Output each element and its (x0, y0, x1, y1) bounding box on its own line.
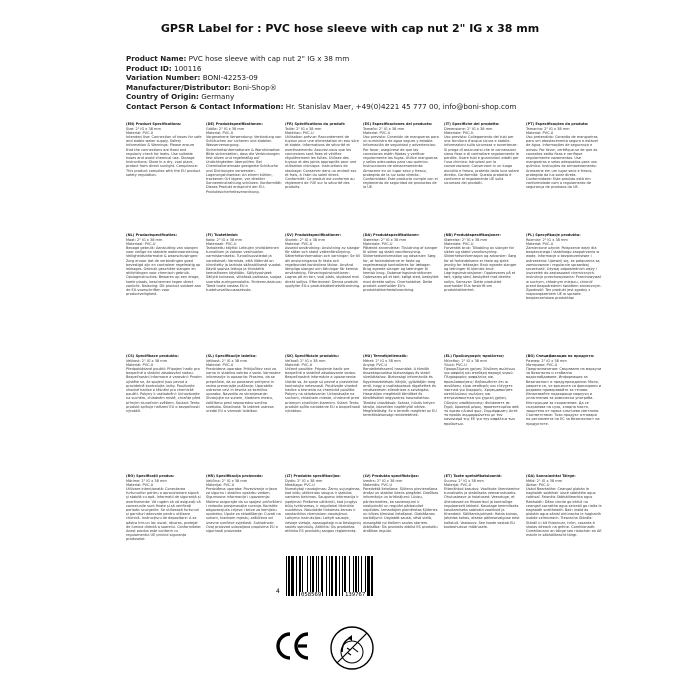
spec-line: Materiale: PVC-U (363, 241, 393, 246)
product-id-row: Product ID: 100116 (126, 63, 202, 73)
spec-line: Størrelse: 2" IG x 38 mm (363, 237, 407, 242)
spec-line: Koko: 2" IG x 38 mm (206, 237, 242, 242)
spec-block (126, 233, 202, 345)
ce-mark-icon (272, 626, 312, 666)
spec-text: Numatytoji naudojimas: Žarnų sujungimas, kad būtų užtikrintas saugus ir stabilus vandens tiekimas. Saugumo informacija ir įspėjimai: Prašome užtikrinti, kad jungtys būtų tvirtinamos, ir reguliariai tikrinkite nuotėkius. Naudokite tinkamas žarnas ir sandariklius cheminiam naudojimui. Laikymo instrukcijos: Laikyti sausoje, vėsioje vietoje, apsaugotoje nuo tiesioginių saulės spindulių. Atitiktis: Šis produktas atitinka ES produktų saugos reglamentą. (285, 487, 361, 534)
spec-line: Storlek: 2" IG x 38 mm (285, 237, 325, 242)
spec-line: Anyag: PVC-U (363, 362, 388, 367)
spec-line: Mărime: 2" IG x 38 mm (126, 478, 167, 483)
spec-heading: (NL) Productspecificaties: (126, 233, 178, 237)
spec-text: Vorgesehene Verwendung: Verbindung von Schläuchen zur sicheren und stabilen Wasserversorgung. Sicherheitsinformationen & Warnhinweise: Bitte sicherstellen, dass die Verbindungen fest sitzen und regelmäßig auf Undichtigkeiten überprüfen. Bei Chemikalieneinsatz geeignete Schläuche und Dichtungen verwenden. Lagerungshinweise: An einem kühlen, trockenen Ort lagern, vor direkter Sonneneinstrahlung schützen. Konformität: Dieses Produkt entspricht der EU-Produktsicherheitsverordnung. (206, 135, 282, 194)
spec-line: Tamanho: 2" IG x 38 mm (526, 126, 570, 131)
spec-line: Materiale: PVC-U (444, 130, 474, 135)
spec-line: Veľkosť: 2" IG x 38 mm (285, 358, 326, 363)
barcode-bar (365, 556, 366, 596)
barcode-bar (286, 556, 287, 596)
spec-block (206, 122, 282, 234)
barcode-bar (291, 556, 294, 596)
barcode-group-a: 058569 (301, 592, 322, 598)
spec-block (285, 233, 361, 345)
product-info (126, 54, 516, 112)
spec-heading: (EN) Product Specifications: (126, 122, 182, 126)
barcode-bar (355, 556, 357, 596)
barcode-bar (296, 556, 297, 596)
barcode-bar (312, 556, 314, 596)
barcode-bar (358, 556, 359, 596)
spec-line: Größe: 2" IG x 38 mm (206, 126, 245, 131)
spec-heading: (SK) Špecifikácie produktu: (285, 354, 340, 358)
spec-block (444, 122, 520, 234)
spec-heading: (LT) Produkto specifikacijos: (285, 474, 341, 478)
spec-block (526, 474, 602, 566)
spec-heading: (HR) Specifikacija proizvoda: (206, 474, 263, 478)
barcode-bar (342, 556, 343, 596)
spec-heading: (HU) Termékjellemzők: (363, 354, 408, 358)
spec-text: Intended Use: Connection of hoses for safe and stable water supply. Safety Information & Warnings: Please ensure that the connections are fixed and regularly check for leaks. Use suitable hoses and avoid chemical use. Storage Instructions: Store in a dry, cool place, protect from direct sunlight. Compliance: This product complies with the EU product safety regulation. (126, 135, 202, 177)
barcode-lead-digit: 4 (276, 588, 280, 595)
spec-text: Rendeltetésszerű használat: A tömlők összekapcsolása biztonságos és stabil vízellátáshoz. Biztonsági információk és figyelmeztetések: Kérjük, győződjön meg arról, hogy a csatlakozások rögzítettek és rendszeresen ellenőrizze a szivárgást. Használjon megfelelő tömlőket és tömítéseket vegyszeres használathoz. Tárolási utasítások: Száraz, hűvös helyen tárolja, közvetlen napfénytől védve. Megfelelőség: Ez a termék megfelel az EU termékbiztonsági rendeletének. (363, 367, 437, 418)
spec-line: Suurus: 2" IG x 38 mm (444, 478, 484, 483)
spec-block (363, 122, 439, 234)
spec-text: Påtænkt anvendelse: Tilslutning af slanger til sikker og stabil vandforsyning. Sikkerhedsinformation og advarsler: Sørg for, at forbindelserne er faste og regelmæssigt kontrolleres for lækager. Brug egnede slanger og tætninger til kemisk brug. Opbevaringsinstruktioner: Opbevares på et tørt, køligt sted, beskyttet mod direkte sollys. Overholdelse: Dette produkt overholder EU's produktsikkerhedsforordning. (363, 246, 439, 293)
spec-heading: (LV) Produkta specifikācijas: (363, 474, 419, 478)
spec-text: Určené použitie: Pripojenie hadíc pre bezpečné a stabilné zásobovanie vodou. Bezpečnostné informácie a upozornenia: Uistite sa, že spoje sú pevné a pravidelne kontrolujte netesnosti. Používajte vhodné hadice a tesnenia na chemické použitie. Pokyny na skladovanie: Uchovávajte na suchom, chladnom mieste, chránené pred priamym slnečným žiarením. Súlad: Tento produkt spĺňa nariadenie EÚ o bezpečnosti výrobkov. (285, 367, 361, 414)
barcode-bar (353, 556, 354, 596)
spec-block (444, 354, 520, 466)
spec-line: Méid: 2" IG x 38 mm (526, 478, 563, 483)
spec-line: Materiāls: PVC-U (363, 482, 393, 487)
spec-line: Size: 2" IG x 38 mm (126, 126, 161, 131)
spec-text: Predvidena uporaba: Priključitev cevi za varno in stabilno oskrbo z vodo. Varnostne informacije in opozorila: Prosimo, da se prepričate, da so povezave pritrjene in redno preverjajte puščanje. Uporabite ustrezne cevi in tesnila za kemično uporabo. Navodila za shranjevanje: Shranjujte na suhem, hladnem mestu, zaščiteno pred neposredno sončno svetlobo. Skladnost: Ta izdelek ustreza uredbi EU o varnosti izdelkov. (206, 367, 281, 414)
spec-text: Utilisation prévue: Raccordement de tuyaux pour une alimentation en eau sûre et stable. Informations de sécurité et avertissements: Assurez-vous que les connexions sont fixes et vérifiez régulièrement les fuites. Utilisez des tuyaux et des joints appropriés pour une utilisation chimique. Instructions de stockage: Conserver dans un endroit sec et frais, à l'abri du soleil direct. Conformité: Ce produit est conforme au règlement de l'UE sur la sécurité des produits. (285, 135, 359, 190)
variation-row: Variation Number: BONI-42253-09 (126, 73, 258, 83)
spec-text: Utilizare intenționată: Conectarea furtunurilor pentru o aprovizionare sigură și stabilă cu apă. Informații de siguranță și avertismente: Vă rugăm să vă asigurați că conexiunile sunt fixate și să verificați periodic scurgerile. Se utilizează furtunuri și garnituri adecvate pentru utilizare chimică. Instrucțiuni de depozitare: A se păstra într-un loc uscat, răcoros, protejat de lumina directă a soarelui. Conformitate: Acest produs este conform cu regulamentul UE privind siguranța produselor. (126, 487, 202, 542)
spec-text: Predviđena uporaba: Povezivanje crijeva za sigurnu i stabilnu opskrbu vodom. Sigurnosne informacije i upozorenja: Molimo osigurajte da su spojevi pričvršćeni i redovito provjeravajte curenja. Koristite odgovarajuća crijeva i brtve za kemijsku upotrebu. Upute za skladištenje: Čuvati na suhom, hladnom mjestu, zaštićeno od izravne sunčeve svjetlosti. Sukladnost: Ovaj proizvod udovoljava propisima EU o sigurnosti proizvoda. (206, 487, 282, 534)
spec-heading: (CS) Specifikace produktu: (126, 354, 179, 358)
spec-block (126, 122, 202, 234)
barcode-bar (329, 556, 330, 596)
spec-line: Μέγεθος: 2" IG x 38 mm (444, 358, 487, 363)
barcode-bar (367, 556, 370, 596)
spec-block (285, 474, 361, 566)
spec-line: Material: PVC-U (206, 362, 234, 367)
barcode-bar (361, 556, 363, 596)
spec-heading: (RO) Specificații produs: (126, 474, 175, 478)
spec-text: Uso previsto: Conexión de mangueras para un suministro de agua seguro y estable. Información de seguridad y advertencias: Por favor, asegúrese de que las conexiones estén fijadas y verificar regularmente las fugas. Utilice mangueras y sellos adecuados para uso químico. Instrucciones de almacenamiento: Almacene en un lugar seco y fresco, protegido de la luz solar directa. Conformidad: Este producto cumple con el reglamento de seguridad de productos de la UE. (363, 135, 439, 190)
spec-heading: (FI) Tuotetiedot: (206, 233, 239, 237)
spec-line: Material: PVC-U (206, 130, 234, 135)
spec-line: Størrelse: 2" IG x 38 mm (444, 237, 488, 242)
spec-block (444, 474, 520, 566)
barcode-bar (344, 556, 346, 596)
spec-line: Материал: PVC-U (526, 362, 558, 367)
spec-line: Rozmiar: 2" IG x 38 mm (526, 237, 568, 242)
barcode-bars (286, 556, 390, 596)
spec-block (206, 354, 282, 466)
spec-heading: (NB) Produktspesifikasjoner: (444, 233, 501, 237)
spec-heading: (EL) Προδιαγραφές προϊόντος: (444, 354, 505, 358)
spec-heading: (SL) Specifikacije izdelka: (206, 354, 257, 358)
spec-block (526, 122, 602, 234)
country-row: Country of Origin: Germany (126, 92, 235, 102)
barcode-bar (331, 556, 333, 596)
spec-line: Matériau: PVC-U (285, 130, 314, 135)
spec-block (285, 122, 361, 234)
spec-line: Dimensione: 2" IG x 38 mm (444, 126, 493, 131)
barcode-bar (339, 556, 340, 596)
spec-text: Предназначение: Свързване на маркучи за безопасно и стабилно водоснабдяване. Информация за безопасност и предупреждения: Моля, уверете се, че връзките са фиксирани и редовно проверявайте за течове. Използвайте подходящи маркучи и уплътнения за химическа употреба. Инструкции за съхранение: Да се съхранява на сухо, хладно място, защитено от пряка слънчева светлина. Съответствие: Този продукт отговаря на регламента на ЕС за безопасност на продуктите. (526, 367, 602, 426)
spec-heading: (ET) Toote spetsifikatsioonid: (444, 474, 502, 478)
barcode-bar (371, 556, 373, 596)
spec-heading: (SV) Produktspecifikationer: (285, 233, 342, 237)
spec-text: Tarkoitettu käyttö: Letkujen yhdistäminen turvallisen ja vakaan vesihuollon varmistamiseksi. Turvallisuustiedot ja varoitukset: Varmista, että liitännät on kiinnitetty ja tarkista säännöllisesti vuodot. Käytä sopivia letkuja ja tiivisteitä kemialliseen käyttöön. Säilytysohjeet: Säilytä kuivassa, viileässä paikassa, suojaa suoralta auringonvalolta. Yhdenmukaisuus: Tämä tuote vastaa EU:n tuoteturvallisuusasetusta. (206, 246, 282, 293)
spec-line: Velikost: 2" IG x 38 mm (126, 358, 168, 363)
spec-text: Προοριζόμενη χρήση: Σύνδεση σωλήνων για ασφαλή και σταθερή παροχή νερού. Πληροφορίες ασφαλείας και προειδοποιήσεις: Βεβαιωθείτε ότι οι συνδέσεις είναι σταθερές και ελέγχετε τακτικά για διαρροές. Χρησιμοποιήστε κατάλληλους σωλήνες και στεγανοποιητικά για χημική χρήση. Οδηγίες αποθήκευσης: Φυλάσσετε σε ξηρό, δροσερό μέρος, προστατευμένο από το άμεσο ηλιακό φως. Συμμόρφωση: Αυτό το προϊόν συμμορφώνεται με τον κανονισμό της ΕΕ για την ασφάλεια των προϊόντων. (444, 367, 519, 426)
barcode-bar (326, 556, 327, 596)
spec-line: Material: PVC-U (363, 130, 391, 135)
barcode-bar (299, 556, 301, 596)
spec-line: Materiaali: PVC-U (206, 241, 237, 246)
barcode-bar (318, 556, 319, 596)
barcode-bar (302, 556, 303, 596)
spec-text: Uso previsto: Collegamento dei tubi per una fornitura d'acqua sicura e stabile. Informazioni sulla sicurezza e avvertenze: Si prega di assicurarsi che le connessioni siano fisse e di controllare regolarmente le perdite. Usare tubi e guarnizioni adatti per l'uso chimico. Istruzioni per la conservazione: Conservare in un luogo asciutto e fresco, protetto dalla luce solare diretta. Conformità: Questo prodotto è conforme al regolamento UE sulla sicurezza dei prodotti. (444, 135, 520, 186)
spec-line: Material: PVC-U (526, 130, 554, 135)
spec-heading: (GA) Sonraíochtaí Táirge: (526, 474, 576, 478)
spec-line: Materiál: PVC-U (285, 362, 313, 367)
spec-block (526, 354, 602, 466)
spec-block (444, 233, 520, 345)
contact-row: Contact Person & Contact Information: Hr. Stanislav Maer, +49(0)4221 45 777 00, info@boni-shop.com (126, 101, 517, 111)
spec-text: Zamierzone użycie: Połączenie węży dla bezpiecznego i stabilnego zaopatrzenia w wodę. Informacje o bezpieczeństwie i ostrzeżenia: Upewnij się, że połączenia są zamocowane i regularnie sprawdzaj szczelność. Używaj odpowiednich węży i uszczelek do zastosowań chemicznych. Instrukcje przechowywania: Przechowywać w suchym, chłodnym miejscu, chronić przed bezpośrednim światłem słonecznym. Zgodność: Ten produkt jest zgodny z rozporządzeniem UE w sprawie bezpieczeństwa produktów. (526, 246, 602, 301)
spec-block (363, 474, 439, 566)
product-name-row: Product Name: PVC hose sleeve with cap nut 2" IG x 38 mm (126, 54, 350, 63)
spec-line: Υλικό: PVC-U (444, 362, 467, 367)
spec-heading: (IT) Specifiche del prodotto: (444, 122, 500, 126)
spec-text: Předpokládané použití: Připojení hadic pro bezpečné a stabilní zásobování vodou. Bezpečnostní informace a varování: Prosím ujistěte se, že spojení jsou pevná a pravidelně kontrolujte úniky. Používejte vhodné hadice a těsnění pro chemické použití. Pokyny k uskladnění: Uchovávejte na suchém, chladném místě, chraňte před přímým slunečním světlem. Soulad: Tento produkt splňuje nařízení EU o bezpečnosti výrobků. (126, 367, 202, 414)
barcode-bar (288, 556, 290, 596)
spec-line: Materiaal: PVC-U (126, 241, 156, 246)
spec-text: Avsedd användning: Anslutning av slangar för säker och stabil vattenförsörjning. Säkerhetsinformation och varningar: Se till att anslutningarna är fasta och regelbundet kontrollera läckor. Använd lämpliga slangar och tätningar för kemisk användning. Förvaringsinstruktioner: Lagras på en torr, sval plats, skyddad mot direkt solljus. Efterlevnad: Denna produkt uppfyller EU:s produktsäkerhetsförordning. (285, 246, 361, 288)
spec-heading: (PL) Specyfikacje produktu: (526, 233, 581, 237)
spec-line: Veličina: 2" IG x 38 mm (206, 478, 248, 483)
spec-text: Uso pretendido: Conexão de mangueiras para um abastecimento seguro e estável de água. Informações de segurança e avisos: Por favor, certifique-se de que as conexões estão fixas e verifique regularmente vazamentos. Use mangueiras e selos adequados para uso químico. Instruções de armazenamento: Armazene em um lugar seco e fresco, protegido da luz solar direta. Conformidade: Este produto está em conformidade com o regulamento de segurança de produtos da UE. (526, 135, 598, 190)
spec-line: Materijal: PVC-U (206, 482, 235, 487)
spec-line: Tamaño: 2" IG x 38 mm (363, 126, 405, 131)
spec-line: Ábhar: PVC-U (526, 482, 550, 487)
barcode (276, 556, 396, 606)
spec-line: Material: PVC-U (285, 241, 313, 246)
spec-line: Materiał: PVC-U (526, 241, 554, 246)
barcode-bar (321, 556, 324, 596)
spec-heading: (BG) Спецификации на продукта: (526, 354, 595, 358)
spec-heading: (DA) Produktspecifikationer: (363, 233, 420, 237)
barcode-bar (349, 556, 350, 596)
spec-line: Medžiaga: PVC-U (285, 482, 315, 487)
spec-text: Paredzētā lietošana: Šļūtenu pievienošana drošai un stabilai ūdens piegādei. Drošības informācija un brīdinājumi: Lūdzu, pārliecinieties, ka savienojumi ir nostiprināti un regulāri pārbaudiet noplūdes. Izmantojiet piemērotas šļūtenes un blīves ķīmiskai lietošanai. Glabāšanas norādījumi: Uzglabāt sausā, vēsā vietā, aizsargātā no tiešiem saules stariem. Atbilstība: Šis produkts atbilst ES produktu drošības regulai. (363, 487, 439, 534)
spec-line: Materiale: PVC-U (444, 241, 474, 246)
spec-text: Úsáid Beartaithe: Ceangal píobán le haghaidh soláthair uisce sábháilte agus cobhsaí. Faisnéis Sábháilteachta agus Rabhaidh: Déan cinnte go bhfuil na ceangail socraithe agus seiceáil go rialta le haghaidh sceitheadh. Bain úsáid as píobáin agus séalaí oiriúnacha le haghaidh úsáide ceimiceach. Treoracha Stórála: Stóráil in áit fhionnuar, tirim, cosanta ó sholas díreach na gréine. Comhlíonadh: Comhlíonann an táirge seo rialachán an AE maidir le sábháilteacht táirgí. (526, 487, 602, 538)
spec-block (363, 354, 439, 466)
spec-line: Dydis: 2" IG x 38 mm (285, 478, 323, 483)
spec-heading: (PT) Especificações do produto: (526, 122, 589, 126)
spec-block (363, 233, 439, 345)
spec-line: Méret: 2" IG x 38 mm (363, 358, 401, 363)
eu-hand-recycling-icon (328, 624, 376, 672)
spec-block (126, 354, 202, 466)
barcode-bar (307, 556, 308, 596)
language-grid (126, 122, 700, 542)
spec-line: Material: PVC-U (126, 130, 154, 135)
label-title: GPSR Label for : PVC hose sleeve with cap nut 2" IG x 38 mm (160, 22, 540, 35)
spec-text: Forventet bruk: Tilkobling av slanger for sikker og stabil vannforsyning. Sikkerhetsinformasjon og advarsler: Sørg for at forbindelsene er faste og sjekk jevnlig for lekkasjer. Bruk egnede slanger og tetninger til kjemisk bruk. Lagringsinstruksjoner: Oppbevares på et tørt, kjølig sted, beskyttet mot direkte sollys. Samsvar: Dette produktet overholder EUs forskrift om produktsikkerhet. (444, 246, 517, 293)
barcode-group-b: 139767 (345, 592, 366, 598)
spec-block (526, 233, 602, 345)
spec-text: Beoogd gebruik: Aansluiting van slangen voor veilige en stabiele watervoorziening. Veiligheidsinformatie & waarschuwingen: Zorg ervoor dat de verbindingen goed bevestigd zijn en controleer regelmatig op lekkages. Gebruik geschikte slangen en afdichtingen voor chemisch gebruik. Opslaginstructies: Bewaren op een droge, koele plaats, beschermen tegen direct zonlicht. Naleving: Dit product voldoet aan de EU-voorschriften voor productveiligheid. (126, 246, 201, 297)
manufacturer-row: Manufacturer/Distributor: Boni-Shop® (126, 82, 277, 92)
spec-heading: (DE) Produktspezifikationen: (206, 122, 263, 126)
barcode-bar (335, 556, 338, 596)
spec-line: Materjal: PVC-U (444, 482, 472, 487)
spec-line: Maat: 2" IG x 38 mm (126, 237, 163, 242)
spec-block (206, 474, 282, 566)
spec-block (285, 354, 361, 466)
spec-block (206, 233, 282, 345)
spec-line: Izmērs: 2" IG x 38 mm (363, 478, 403, 483)
barcode-bar (316, 556, 317, 596)
spec-line: Velikost: 2" IG x 38 mm (206, 358, 248, 363)
spec-text: Ettenähtud kasutus: Voolikute ühendamine turvaliseks ja stabiilseks veevarustuseks. Ohutusteave ja hoiatused: Veenduge, et ühendused on fikseeritud ja kontrollige regulaarselt lekkeid. Kasutage keemiliseks kasutamiseks sobivaid voolikuid ja tihendeid. Säilitamisjuhised: Hoida kuivas, jahedas kohas, otsese päikesevalguse eest kaitstult. Vastavus: See toode vastab ELi tooteohutuse määrusele. (444, 487, 520, 529)
spec-block (126, 474, 202, 566)
spec-line: Materiál: PVC-U (126, 362, 154, 367)
spec-line: Размер: 2" IG x 38 mm (526, 358, 567, 363)
spec-line: Taille: 2" IG x 38 mm (285, 126, 322, 131)
spec-heading: (ES) Especificaciones del producto: (363, 122, 433, 126)
spec-line: Material: PVC-U (126, 482, 154, 487)
spec-heading: (FR) Spécifications du produit: (285, 122, 346, 126)
barcode-bar (310, 556, 311, 596)
